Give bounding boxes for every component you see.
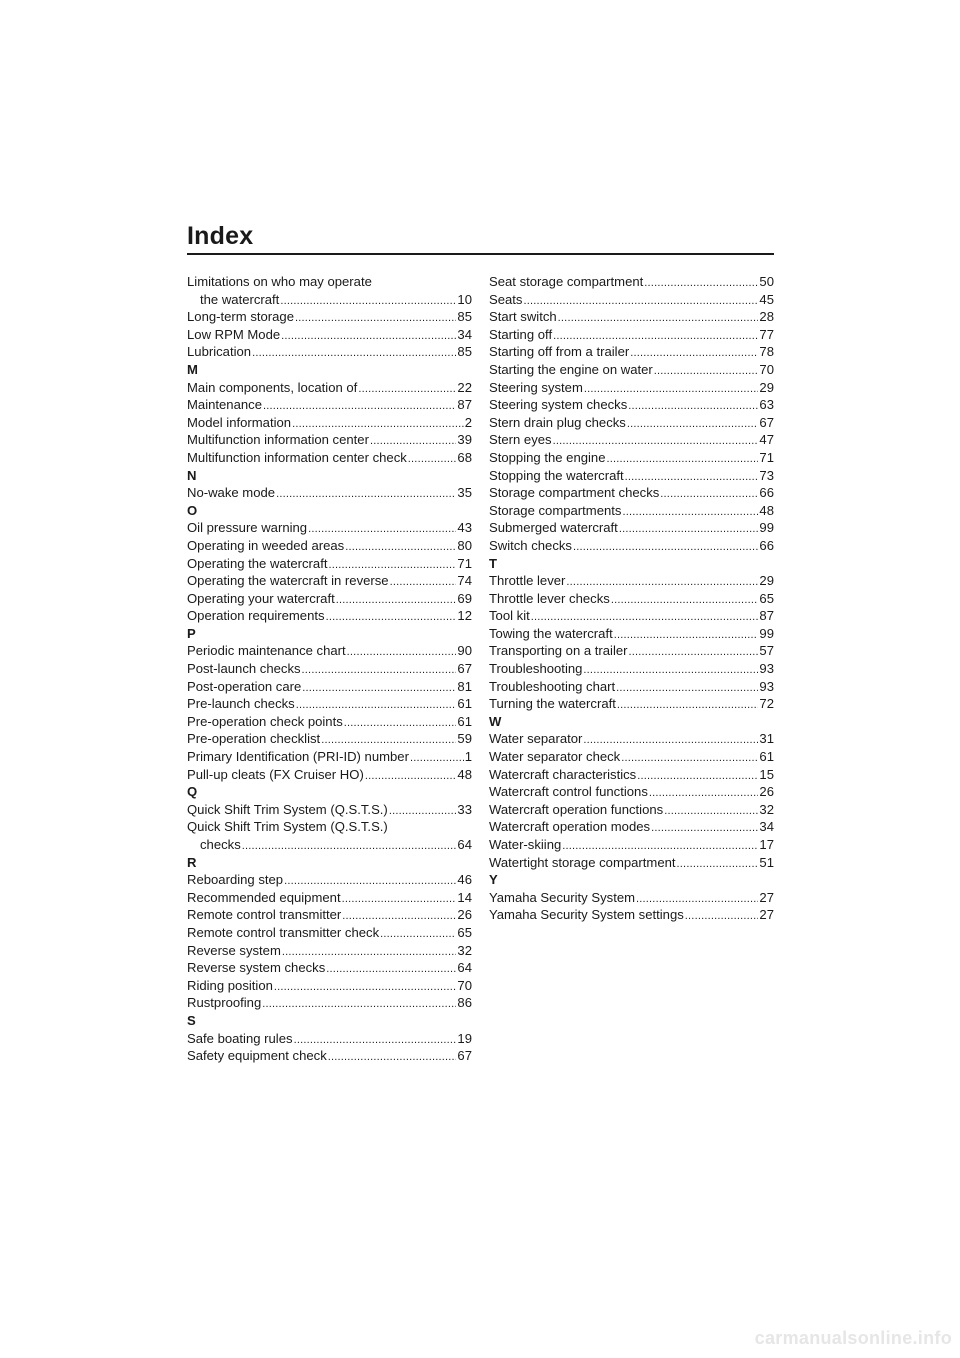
entry-text: Operating your watercraft [187, 590, 335, 606]
entry-text: Yamaha Security System [489, 889, 636, 905]
index-entry[interactable] [187, 906, 472, 924]
entry-text: Stopping the watercraft [489, 467, 624, 483]
page-number: 47 [759, 432, 774, 448]
dot-leader [281, 328, 456, 346]
page-number: 22 [457, 379, 472, 395]
page-number: 12 [457, 608, 472, 624]
entry-text: Yamaha Security System settings [489, 907, 684, 923]
page-number: 86 [457, 995, 472, 1011]
dot-leader [644, 275, 758, 293]
entry-text: the watercraft [200, 291, 280, 307]
index-entry[interactable] [489, 906, 774, 924]
entry-text: Post-launch checks [187, 661, 301, 677]
entry-text: Rustproofing [187, 995, 262, 1011]
dot-leader [410, 750, 464, 768]
index-entry[interactable] [187, 343, 472, 361]
entry-text: Reverse system [187, 942, 281, 958]
entry-text: Operating the watercraft in reverse [187, 573, 389, 589]
page-number: 68 [457, 449, 472, 465]
page-number: 66 [759, 485, 774, 501]
page-number: 33 [457, 801, 472, 817]
index-entry[interactable] [187, 572, 472, 590]
page-number: 69 [457, 590, 472, 606]
entry-text: Starting the engine on water [489, 361, 653, 377]
dot-leader [336, 592, 457, 610]
dot-leader [617, 697, 759, 715]
page-number: 50 [759, 274, 774, 289]
index-entry[interactable] [489, 730, 774, 748]
dot-leader [365, 768, 457, 786]
index-entry[interactable] [187, 607, 472, 625]
title-divider [187, 253, 774, 255]
page-number: 2 [464, 414, 472, 430]
page-number: 93 [759, 661, 774, 677]
page-number: 72 [759, 696, 774, 712]
page-number: 93 [759, 678, 774, 694]
index-entry[interactable] [489, 818, 774, 836]
index-entry[interactable] [489, 642, 774, 660]
dot-leader [622, 504, 758, 522]
index-entry[interactable] [489, 484, 774, 502]
index-entry[interactable] [187, 942, 472, 960]
entry-text: Stern eyes [489, 432, 552, 448]
page-number: 71 [759, 449, 774, 465]
page-number: 61 [457, 696, 472, 712]
dot-leader [660, 486, 758, 504]
index-entry[interactable] [489, 343, 774, 361]
page-number: 34 [759, 819, 774, 835]
dot-leader [274, 979, 457, 997]
index-entry[interactable] [187, 959, 472, 977]
page-number: 26 [759, 784, 774, 800]
entry-text: Operating in weeded areas [187, 537, 345, 553]
dot-leader [344, 715, 457, 733]
dot-leader [345, 539, 456, 557]
index-entry[interactable] [187, 1030, 472, 1048]
index-entry[interactable] [489, 361, 774, 379]
index-entry[interactable] [489, 291, 774, 309]
entry-text: Watercraft characteristics [489, 766, 637, 782]
entry-text: Seat storage compartment [489, 274, 644, 289]
dot-leader [389, 803, 457, 821]
dot-leader [242, 838, 457, 856]
entry-text: Transporting on a trailer [489, 643, 628, 659]
page-number: 65 [759, 590, 774, 606]
entry-text: Pre-launch checks [187, 696, 295, 712]
entry-text: Multifunction information center check [187, 449, 407, 465]
entry-text: Water-skiing [489, 837, 562, 852]
page-number: 64 [457, 837, 472, 852]
index-entry[interactable] [489, 748, 774, 766]
entry-text: Lubrication [187, 344, 252, 360]
page-title: Index [187, 222, 254, 250]
index-entry[interactable] [187, 695, 472, 713]
dot-leader [614, 627, 759, 645]
entry-text: Operating the watercraft [187, 555, 328, 571]
index-entry[interactable] [489, 308, 774, 326]
index-entry[interactable] [489, 502, 774, 520]
entry-text: Storage compartments [489, 502, 622, 518]
section-letter: Y [489, 872, 498, 888]
page-number: 63 [759, 397, 774, 413]
entry-text: Troubleshooting [489, 661, 583, 677]
page-number: 19 [457, 1030, 472, 1046]
dot-leader [523, 293, 758, 311]
page-number: 70 [457, 977, 472, 993]
section-letter: T [489, 555, 497, 571]
entry-text: Safety equipment check [187, 1048, 327, 1064]
index-entry[interactable] [489, 590, 774, 608]
page-number: 27 [759, 889, 774, 905]
dot-leader [328, 1049, 457, 1067]
page-number: 48 [759, 502, 774, 518]
entry-text: Water separator check [489, 749, 621, 765]
page-number: 59 [457, 731, 472, 747]
dot-leader [262, 996, 456, 1014]
entry-text: Model information [187, 414, 292, 430]
section-letter: O [187, 502, 198, 518]
index-entry[interactable] [187, 414, 472, 432]
entry-text: Steering system checks [489, 397, 628, 413]
entry-text: Watercraft operation modes [489, 819, 651, 835]
dot-leader [627, 416, 759, 434]
index-entry[interactable] [489, 449, 774, 467]
dot-leader [280, 293, 456, 311]
index-entry[interactable] [187, 449, 472, 467]
entry-text: Low RPM Mode [187, 326, 281, 342]
index-entry[interactable] [187, 766, 472, 784]
index-entry[interactable] [187, 273, 472, 308]
page-number: 39 [457, 432, 472, 448]
page-number: 73 [759, 467, 774, 483]
dot-leader [654, 363, 759, 381]
page-number: 31 [759, 731, 774, 747]
index-entry[interactable] [187, 379, 472, 397]
entry-text: Safe boating rules [187, 1030, 293, 1046]
index-entry[interactable] [187, 871, 472, 889]
section-letter: P [187, 625, 196, 641]
index-column-left [187, 273, 472, 1065]
page-number: 74 [457, 573, 472, 589]
section-letter: S [187, 1012, 196, 1028]
index-entry[interactable] [489, 414, 774, 432]
entry-text: Remote control transmitter check [187, 924, 380, 940]
page-number: 67 [457, 661, 472, 677]
page-number: 27 [759, 907, 774, 923]
index-entry[interactable] [187, 484, 472, 502]
dot-leader [637, 768, 758, 786]
page-number: 71 [457, 555, 472, 571]
page-number: 35 [457, 485, 472, 501]
entry-text: Periodic maintenance chart [187, 643, 346, 659]
page-number: 34 [457, 326, 472, 342]
entry-text: Turning the watercraft [489, 696, 616, 712]
index-entry[interactable] [489, 695, 774, 713]
entry-text: Steering system [489, 379, 583, 395]
index-entry[interactable] [489, 625, 774, 643]
page-number: 67 [759, 414, 774, 430]
page-number: 64 [457, 960, 472, 976]
index-entry[interactable] [187, 994, 472, 1012]
page-number: 46 [457, 872, 472, 888]
entry-text: Tool kit [489, 608, 530, 624]
entry-text: Stopping the engine [489, 449, 606, 465]
entry-text: Switch checks [489, 537, 572, 553]
entry-text: Limitations on who may operate [187, 274, 372, 289]
index-entry[interactable] [187, 1047, 472, 1065]
entry-text: Watercraft operation functions [489, 801, 664, 817]
entry-text: Starting off from a trailer [489, 344, 630, 360]
dot-leader [664, 803, 758, 821]
index-entry[interactable] [489, 572, 774, 590]
entry-text: Towing the watercraft [489, 625, 613, 641]
index-entry[interactable] [489, 660, 774, 678]
entry-text: Remote control transmitter [187, 907, 342, 923]
entry-text: Seats [489, 291, 523, 307]
page-number: 87 [759, 608, 774, 624]
index-entry[interactable] [489, 678, 774, 696]
section-letter: N [187, 467, 197, 483]
index-entry[interactable] [187, 924, 472, 942]
page-number: 67 [457, 1048, 472, 1064]
index-entry[interactable] [187, 590, 472, 608]
entry-text: Pre-operation checklist [187, 731, 321, 747]
entry-text: Throttle lever checks [489, 590, 610, 606]
dot-leader [651, 820, 758, 838]
page-number: 45 [759, 291, 774, 307]
index-entry[interactable] [489, 519, 774, 537]
section-letter: R [187, 854, 197, 870]
page-number: 61 [457, 713, 472, 729]
dot-leader [611, 592, 759, 610]
entry-text: Quick Shift Trim System (Q.S.T.S.) [187, 819, 388, 835]
entry-text: Maintenance [187, 397, 262, 413]
index-entry[interactable] [489, 766, 774, 784]
entry-text: Watercraft control functions [489, 784, 648, 800]
entry-text: Reboarding step [187, 872, 284, 888]
dot-leader [380, 926, 456, 944]
page-number: 99 [759, 520, 774, 536]
page-number: 43 [457, 520, 472, 536]
dot-leader [408, 451, 457, 469]
index-entry[interactable] [489, 326, 774, 344]
page-number: 1 [464, 749, 472, 765]
entry-text: Submerged watercraft [489, 520, 618, 536]
entry-text: checks [200, 837, 241, 852]
page-number: 90 [457, 643, 472, 659]
page-number: 85 [457, 344, 472, 360]
page-number: 14 [457, 889, 472, 905]
index-entry[interactable] [187, 678, 472, 696]
entry-text: Water separator [489, 731, 583, 747]
entry-text: Pre-operation check points [187, 713, 343, 729]
dot-leader [358, 381, 456, 399]
index-entry[interactable] [187, 730, 472, 748]
page-number: 61 [759, 749, 774, 765]
index-entry[interactable] [187, 519, 472, 537]
index-entry[interactable] [489, 431, 774, 449]
index-entry[interactable] [489, 467, 774, 485]
page-number: 32 [759, 801, 774, 817]
entry-text: Quick Shift Trim System (Q.S.T.S.) [187, 801, 388, 817]
entry-text: Multifunction information center [187, 432, 369, 448]
page-number: 10 [457, 291, 472, 307]
page-number: 66 [759, 537, 774, 553]
page-number: 28 [759, 309, 774, 325]
entry-text: No-wake mode [187, 485, 276, 501]
entry-text: Throttle lever [489, 573, 566, 589]
index-entry[interactable] [187, 537, 472, 555]
dot-leader [342, 891, 457, 909]
page-number: 32 [457, 942, 472, 958]
page-number: 29 [759, 379, 774, 395]
dot-leader [252, 345, 456, 363]
section-letter: M [187, 361, 198, 377]
dot-leader [619, 521, 759, 539]
dot-leader [685, 908, 759, 926]
page-number: 57 [759, 643, 774, 659]
entry-text: Primary Identification (PRI-ID) number [187, 749, 409, 765]
dot-leader [677, 856, 759, 874]
entry-text: Post-operation care [187, 678, 302, 694]
index-entry[interactable] [489, 783, 774, 801]
dot-leader [295, 310, 456, 328]
index-entry[interactable] [187, 396, 472, 414]
page-number: 80 [457, 537, 472, 553]
page-number: 81 [457, 678, 472, 694]
dot-leader [326, 961, 456, 979]
index-entry[interactable] [187, 748, 472, 766]
entry-text: Stern drain plug checks [489, 414, 626, 430]
entry-text: Storage compartment checks [489, 485, 660, 501]
dot-leader [347, 644, 457, 662]
section-letter: Q [187, 784, 198, 800]
index-entry[interactable] [489, 801, 774, 819]
page-number: 29 [759, 573, 774, 589]
dot-leader [302, 662, 457, 680]
index-entry[interactable] [489, 607, 774, 625]
index-entry[interactable] [187, 713, 472, 731]
index-entry[interactable] [187, 326, 472, 344]
page-number: 48 [457, 766, 472, 782]
dot-leader [302, 680, 456, 698]
dot-leader [573, 539, 758, 557]
page-number: 51 [759, 854, 774, 870]
page-number: 17 [759, 837, 774, 852]
index-entry[interactable] [187, 977, 472, 995]
entry-text: Oil pressure warning [187, 520, 308, 536]
index-entry[interactable] [489, 396, 774, 414]
index-entry[interactable] [187, 801, 472, 819]
dot-leader [649, 785, 759, 803]
index-entry[interactable] [489, 889, 774, 907]
entry-text: Troubleshooting chart [489, 678, 616, 694]
page-number: 26 [457, 907, 472, 923]
index-entry[interactable] [187, 660, 472, 678]
index-entry[interactable] [187, 308, 472, 326]
entry-text: Main components, location of [187, 379, 358, 395]
entry-text: Recommended equipment [187, 889, 341, 905]
watermark: carmanualsonline.info [754, 1328, 952, 1348]
index-entry[interactable] [187, 431, 472, 449]
index-entry[interactable] [187, 555, 472, 573]
page-number: 70 [759, 361, 774, 377]
dot-leader [629, 644, 759, 662]
entry-text: Riding position [187, 977, 273, 993]
dot-leader [558, 310, 759, 328]
index-entry[interactable] [489, 836, 774, 854]
entry-text: Long-term storage [187, 309, 294, 325]
page-number: 15 [759, 766, 774, 782]
index-entry[interactable] [489, 273, 774, 291]
entry-text: Reverse system checks [187, 960, 326, 976]
index-entry[interactable] [187, 889, 472, 907]
entry-text: Watertight storage compartment [489, 854, 676, 870]
index-column-right [489, 273, 774, 924]
dot-leader [628, 398, 758, 416]
dot-leader [276, 486, 456, 504]
page-number: 87 [457, 397, 472, 413]
dot-leader [390, 574, 457, 592]
index-entry[interactable] [187, 642, 472, 660]
dot-leader [607, 451, 759, 469]
dot-leader [326, 609, 457, 627]
entry-text: Start switch [489, 309, 557, 325]
entry-text: Pull-up cleats (FX Cruiser HO) [187, 766, 364, 782]
section-letter: W [489, 713, 502, 729]
index-entry[interactable] [489, 537, 774, 555]
entry-text: Starting off [489, 326, 553, 342]
page-number: 78 [759, 344, 774, 360]
index-entry[interactable] [489, 379, 774, 397]
index-entry[interactable] [489, 854, 774, 872]
dot-leader [616, 680, 758, 698]
page-number: 85 [457, 309, 472, 325]
page-number: 77 [759, 326, 774, 342]
page-number: 65 [457, 924, 472, 940]
dot-leader [263, 398, 456, 416]
index-entry[interactable] [187, 818, 472, 853]
page-number: 99 [759, 625, 774, 641]
entry-text: Operation requirements [187, 608, 325, 624]
dot-leader [621, 750, 758, 768]
